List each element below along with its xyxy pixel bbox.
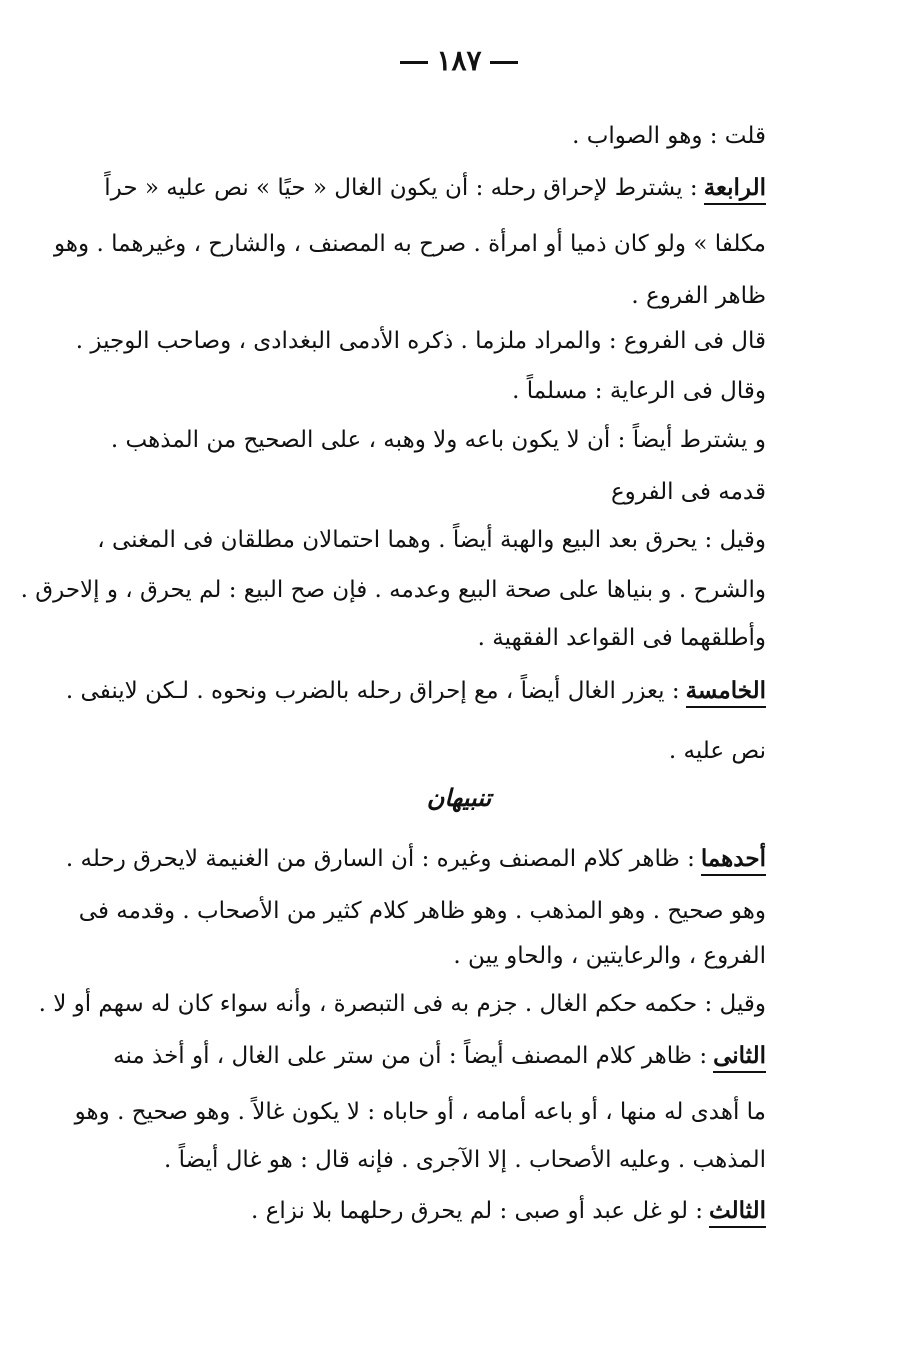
text-span: وأطلقهما فى القواعد الفقهية . [477, 625, 766, 651]
text-span: قال فى الفروع : والمراد ملزما . ذكره الأدمى البغدادى ، وصاحب الوجيز . [75, 328, 766, 354]
section-label-third: الثالث [709, 1198, 766, 1228]
text-span: وهو صحيح . وهو المذهب . وهو ظاهر كلام كثير من الأصحاب . وقدمه فى [78, 898, 766, 924]
text-line [116, 120, 766, 152]
text-line [116, 735, 766, 767]
text-span: وقال فى الرعاية : مسلماً . [512, 378, 766, 404]
section-heading: تنبيهان [426, 783, 492, 812]
text-span: : ظاهر كلام المصنف وغيره : أن السارق من الغنيمة لايحرق رحله . [65, 846, 695, 872]
page-number: ١٨٧ [436, 44, 482, 77]
text-line [20, 574, 766, 606]
text-span: ما أهدى له منها ، أو باعه أمامه ، أو حاباه : لا يكون غالاً . وهو صحيح . وهو [74, 1099, 766, 1125]
page-number-header [0, 44, 918, 77]
text-line [113, 1040, 766, 1073]
section-label-second: الثانى [713, 1043, 766, 1073]
text-line [75, 325, 766, 357]
text-line [38, 988, 766, 1020]
text-line [116, 940, 766, 972]
text-span: المذهب . وعليه الأصحاب . إلا الآجرى . فإنه قال : هو غال أيضاً . [164, 1147, 766, 1173]
text-line [116, 375, 766, 407]
text-span: وقيل : يحرق بعد البيع والهبة أيضاً . وهما احتمالان مطلقان فى المغنى ، [97, 527, 766, 553]
text-line [116, 476, 766, 508]
text-line [65, 675, 766, 708]
text-line [110, 424, 766, 456]
text-line [116, 1144, 766, 1176]
text-span: والشرح . و بنياها على صحة البيع وعدمه . فإن صح البيع : لم يحرق ، و إلاحرق . [20, 577, 766, 603]
text-line [74, 1096, 766, 1128]
text-line [116, 280, 766, 312]
section-label-fifth: الخامسة [686, 678, 766, 708]
text-span: و يشترط أيضاً : أن لا يكون باعه ولا وهبه ، على الصحيح من المذهب . [110, 427, 766, 453]
text-span: : يعزر الغال أيضاً ، مع إحراق رحله بالضرب ونحوه . لـكن لاينفى . [65, 678, 680, 704]
header-dash-right [490, 61, 518, 64]
text-span: قلت : وهو الصواب . [572, 123, 766, 149]
text-span: : يشترط لإحراق رحله : أن يكون الغال « حيًا » نص عليه « حراً [104, 175, 698, 201]
section-label-fourth: الرابعة [704, 175, 766, 205]
text-line [97, 524, 766, 556]
text-line [116, 1195, 766, 1228]
text-span: قدمه فى الفروع [610, 479, 766, 505]
header-dash-left [400, 61, 428, 64]
text-line [65, 843, 766, 876]
text-span: وقيل : حكمه حكم الغال . جزم به فى التبصرة ، وأنه سواء كان له سهم أو لا . [38, 991, 766, 1017]
text-line [54, 228, 766, 260]
text-line [104, 172, 766, 205]
text-span: نص عليه . [668, 738, 766, 764]
text-span: ظاهر الفروع . [631, 283, 766, 309]
text-span: مكلفا » ولو كان ذميا أو امرأة . صرح به المصنف ، والشارح ، وغيرهما . وهو [54, 231, 766, 257]
text-line [78, 895, 766, 927]
section-label-first: أحدهما [701, 846, 766, 876]
text-span: الفروع ، والرعايتين ، والحاو يين . [453, 943, 766, 969]
text-span: : لو غل عبد أو صبى : لم يحرق رحلهما بلا نزاع . [251, 1198, 704, 1224]
text-line [116, 622, 766, 654]
text-span: : ظاهر كلام المصنف أيضاً : أن من ستر على الغال ، أو أخذ منه [113, 1043, 708, 1069]
